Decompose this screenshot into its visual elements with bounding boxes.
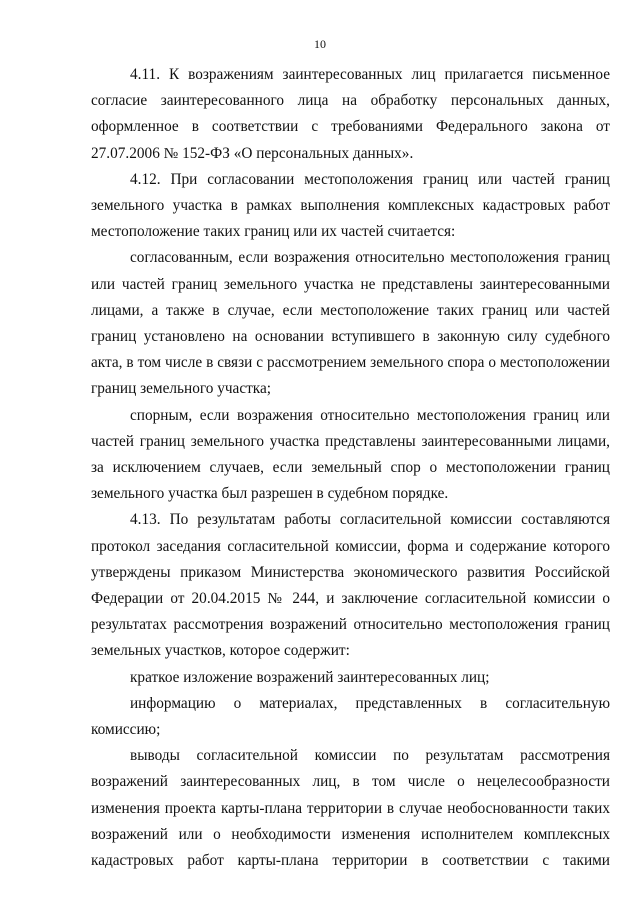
- page-number: 10: [314, 37, 326, 51]
- paragraph-materials-info: информацию о материалах, представленных в согласительную комиссию;: [91, 694, 610, 739]
- paragraph-disputed: спорным, если возражения относительно местоположения границ или частей границ земельного участка представлены заинтересованными лицами, за исключением случаев, если земельный спор о местоположении границ земельного участка был разрешен в судебном порядке.: [91, 406, 610, 503]
- paragraph-conclusions: выводы согласительной комиссии по результатам рассмотрения возражений заинтересованных лиц, в том числе о нецелесообразности изменения проекта карты-плана территории в случае необоснованности таких возражений или о необходимости изменения исполнителем комплексных кадастровых работ карты-плана территории в соответствии с такими: [91, 747, 610, 870]
- paragraph-agreed: согласованным, если возражения относительно местоположения границ или частей границ земельного участка не представлены заинтересованными лицами, а также в случае, если местоположение таких границ или частей границ установлено на основании вступившего в законную силу судебного акта, в том числе в связи с рассмотрением земельного спора о местоположении границ земельного участка;: [91, 249, 610, 398]
- paragraph-4-11: 4.11. К возражениям заинтересованных лиц прилагается письменное согласие заинтересованного лица на обработку персональных данных, оформленное в соответствии с требованиями Федерального закона от 27.07.2006 № 152-ФЗ «О персональных данных».: [91, 66, 610, 162]
- document-body: [91, 62, 610, 874]
- paragraph-4-12: 4.12. При согласовании местоположения границ или частей границ земельного участка в рамках выполнения комплексных кадастровых работ местоположение таких границ или их частей считается:: [91, 170, 610, 241]
- paragraph-4-13: 4.13. По результатам работы согласительной комиссии составляются протокол заседания согласительной комиссии, форма и содержание которого утверждены приказом Министерства экономического развития Российской Федерации от 20.04.2015 № 244, и заключение согласительной комиссии о результатах рассмотрения возражений относительно местоположения границ земельных участков, которое содержит:: [91, 511, 610, 660]
- paragraph-summary-objections: краткое изложение возражений заинтересованных лиц;: [130, 668, 490, 686]
